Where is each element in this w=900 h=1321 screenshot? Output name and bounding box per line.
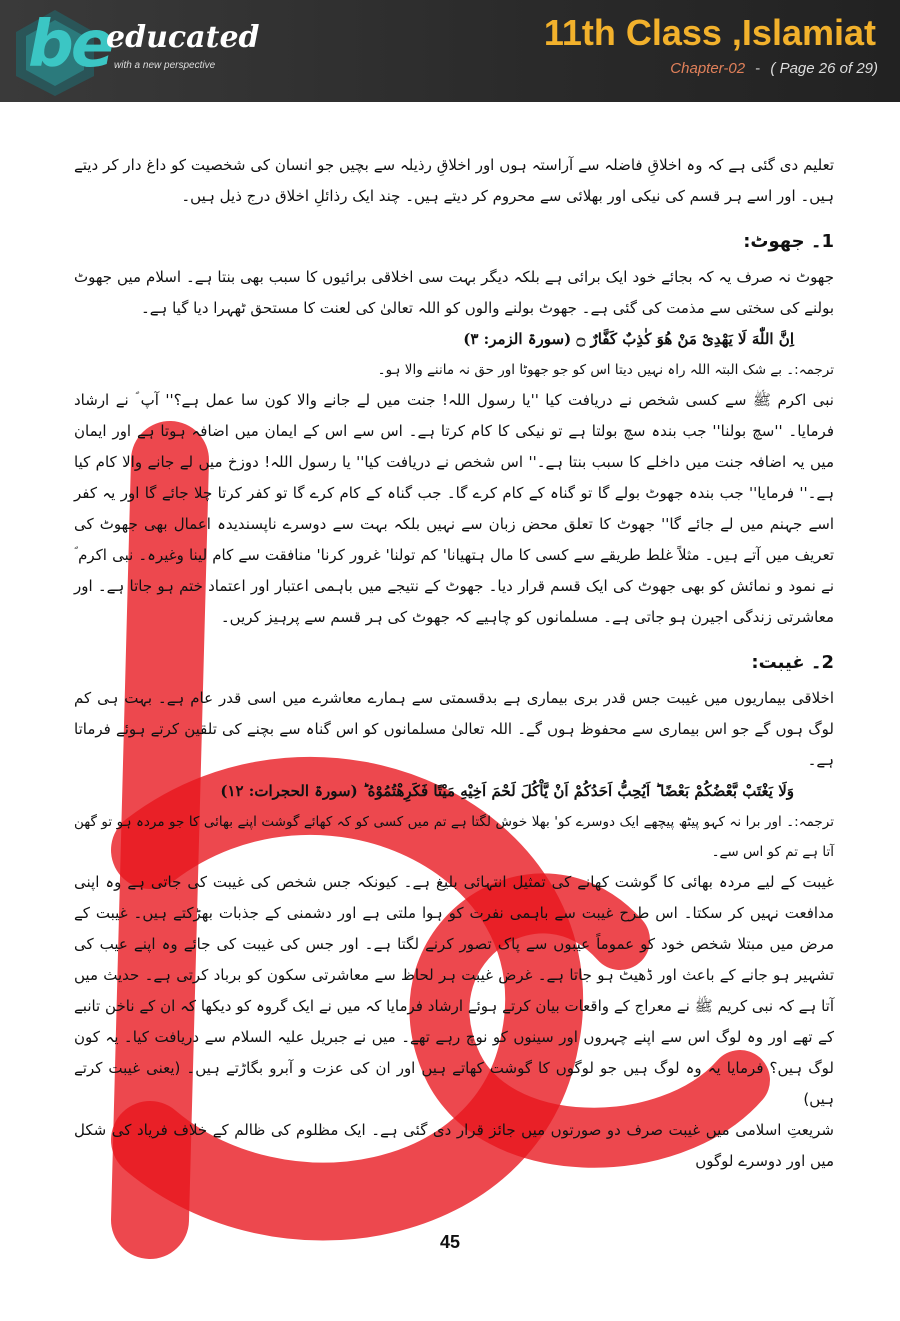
logo-be-text: be: [28, 8, 112, 82]
shariah-paragraph: شریعتِ اسلامی میں غیبت صرف دو صورتوں میں جائز قرار دی گئی ہے۔ ایک مظلوم کی ظالم کے خلاف فریاد کی شکل میں اور دوسرے لوگوں: [74, 1121, 834, 1170]
chapter-separator: -: [755, 60, 761, 77]
quran-verse-zumar: اِنَّ اللّٰهَ لَا يَهْدِىْ مَنْ هُوَ كٰذِبٌ كَفَّارٌ ۝ (سورۃ الزمر: ۳): [463, 330, 794, 348]
quran-verse-hujurat: وَلَا يَغْتَبْ بَّعْضُكُمْ بَعْضًا ؕ اَيُحِبُّ اَحَدُكُمْ اَنْ يَّاْكُلَ لَحْمَ اَخِيْهِ مَيْتًا فَكَرِهْتُمُوْهُ ؕ (سورۃ الحجرات: ۱۲): [220, 782, 794, 800]
chapter-content: [74, 150, 834, 1177]
heading-lying: 1۔ جھوٹ:: [743, 231, 834, 252]
backbiting-paragraph: اخلاقی بیماریوں میں غیبت جس قدر بری بیماری ہے بدقسمتی سے ہمارے معاشرے میں اسی قدر عام ہے۔ بہت ہی کم لوگ ہوں گے جو اس بیماری سے محفوظ ہوں گے۔ اللہ تعالیٰ مسلمانوں کو اس گناہ سے بچنے کی تلقین کرتے ہوئے فرماتا ہے۔: [74, 689, 834, 769]
chapter-label: Chapter-02: [670, 60, 746, 77]
heading-backbiting: 2۔ غیبت:: [751, 652, 834, 673]
intro-paragraph: تعلیم دی گئی ہے کہ وہ اخلاقِ فاضلہ سے آراستہ ہوں اور اخلاقِ رذیلہ سے بچیں جو انسان کی شخصیت کو داغ دار کر دیتے ہیں۔ اور اسے ہر قسم کی نیکی اور بھلائی سے محروم کر دیتے ہیں۔ چند ایک رذائلِ اخلاق درج ذیل ہیں۔: [74, 156, 834, 205]
chapter-line: [670, 60, 878, 77]
class-title: 11th Class ,Islamiat: [543, 12, 876, 53]
translation-hujurat: ترجمہ:۔ اور برا نہ کہو پیٹھ پیچھے ایک دوسرے کو' بھلا خوش لگتا ہے تم میں کسی کو کہ کھائے گوشت اپنے بھائی کا جو مردہ ہو تو گھن آتا ہے تم کو اس سے۔: [74, 814, 834, 860]
translation-zumar: ترجمہ:۔ بے شک البتہ اللہ راہ نہیں دیتا اس کو جو جھوٹا اور حق نہ ماننے والا ہو۔: [377, 362, 834, 378]
beeducated-logo[interactable]: [10, 6, 260, 98]
logo-educated-text: educated: [106, 20, 260, 55]
logo-tagline: with a new perspective: [114, 60, 216, 71]
hadith-paragraph: نبی اکرم ﷺ سے کسی شخص نے دریافت کیا ''یا رسول اللہ! جنت میں لے جانے والا کون سا عمل ہے؟'' آپ ؐ نے ارشاد فرمایا۔ ''سچ بولنا'' جب بندہ سچ بولتا ہے تو نیکی کا کام کرتا ہے۔ اس سے اس کے ایمان میں اضافہ ہوتا ہے اور ایمان میں یہ اضافہ جنت میں داخلے کا سبب بنتا ہے۔'' اس شخص نے دریافت کیا'' یا رسول اللہ! دوزخ میں لے جانے والا کام کیا ہے۔'' فرمایا'' جب بندہ جھوٹ بولے گا تو گناہ کے کام کرے گا۔ جب گناہ کے کام کرے گا تو کفر کرتا چلا جائے گا اور یہ کفر اسے جہنم میں لے جائے گا'' جھوٹ کا تعلق محض زبان سے نہیں بلکہ بہت سے دوسرے ناپسندیدہ اعمال بھی جھوٹ کی تعریف میں آتے ہیں۔ مثلاً غلط طریقے سے کسی کا مال ہتھیانا' کم تولنا' غرور کرنا' منافقت سے کام لینا وغیرہ۔ نبی اکرم ؐ نے نمود و نمائش کو بھی جھوٹ کی ایک قسم قرار دیا۔ جھوٹ کے نتیجے میں باہمی اعتبار اور اعتماد ختم ہو جاتا ہے۔ اور معاشرتی زندگی اجیرن ہو جاتی ہے۔ مسلمانوں کو چاہیے کہ جھوٹ کی ہر قسم سے پرہیز کریں۔: [74, 391, 834, 626]
page-reference: ( Page 26 of 29): [770, 60, 878, 77]
page-header: [0, 0, 900, 102]
backbiting-explanation-paragraph: غیبت کے لیے مردہ بھائی کا گوشت کھانے کی تمثیل انتہائی بلیغ ہے۔ کیونکہ جس شخص کی غیبت کی جاتی ہے وہ اپنی مدافعت نہیں کر سکتا۔ اس طرح غیبت سے باہمی نفرت کو ہوا ملتی ہے اور دشمنی کے جذبات بھڑکتے ہیں۔ غیبت کے مرض میں مبتلا شخص خود کو عموماً عیبوں سے پاک تصور کرنے لگتا ہے۔ اور جس کی غیبت کی جائے وہ اپنے عیب کی تشہیر ہو جانے کے باعث اور ڈھیٹ ہو جاتا ہے۔ غرض غیبت ہر لحاظ سے معاشرتی سکون کو برباد کرتی ہے۔ حدیث میں آتا ہے کہ نبی کریم ﷺ نے معراج کے واقعات بیان کرتے ہوئے ارشاد فرمایا کہ میں نے ایک گروہ کو دیکھا کہ ان کے ناخن تانبے کے تھے اور وہ لوگ اس سے اپنے چہروں اور سینوں کو نوچ رہے تھے۔ میں نے جبریل علیہ السلام سے دریافت کیا۔ یہ کون لوگ ہیں؟ فرمایا یہ وہ لوگ ہیں جو لوگوں کا گوشت کھاتے ہیں اور ان کی عزت و آبرو بگاڑتے ہیں۔ (یعنی غیبت کرتے ہیں): [74, 873, 834, 1108]
page-number: 45: [439, 1232, 461, 1252]
lying-paragraph: جھوٹ نہ صرف یہ کہ بجائے خود ایک برائی ہے بلکہ دیگر بہت سی اخلاقی برائیوں کا سبب بھی بنتا ہے۔ اسلام میں جھوٹ بولنے کی سختی سے مذمت کی گئی ہے۔ جھوٹ بولنے والوں کو اللہ تعالیٰ کی لعنت کا مستحق ٹھہرا دیا گیا ہے۔: [74, 268, 834, 317]
